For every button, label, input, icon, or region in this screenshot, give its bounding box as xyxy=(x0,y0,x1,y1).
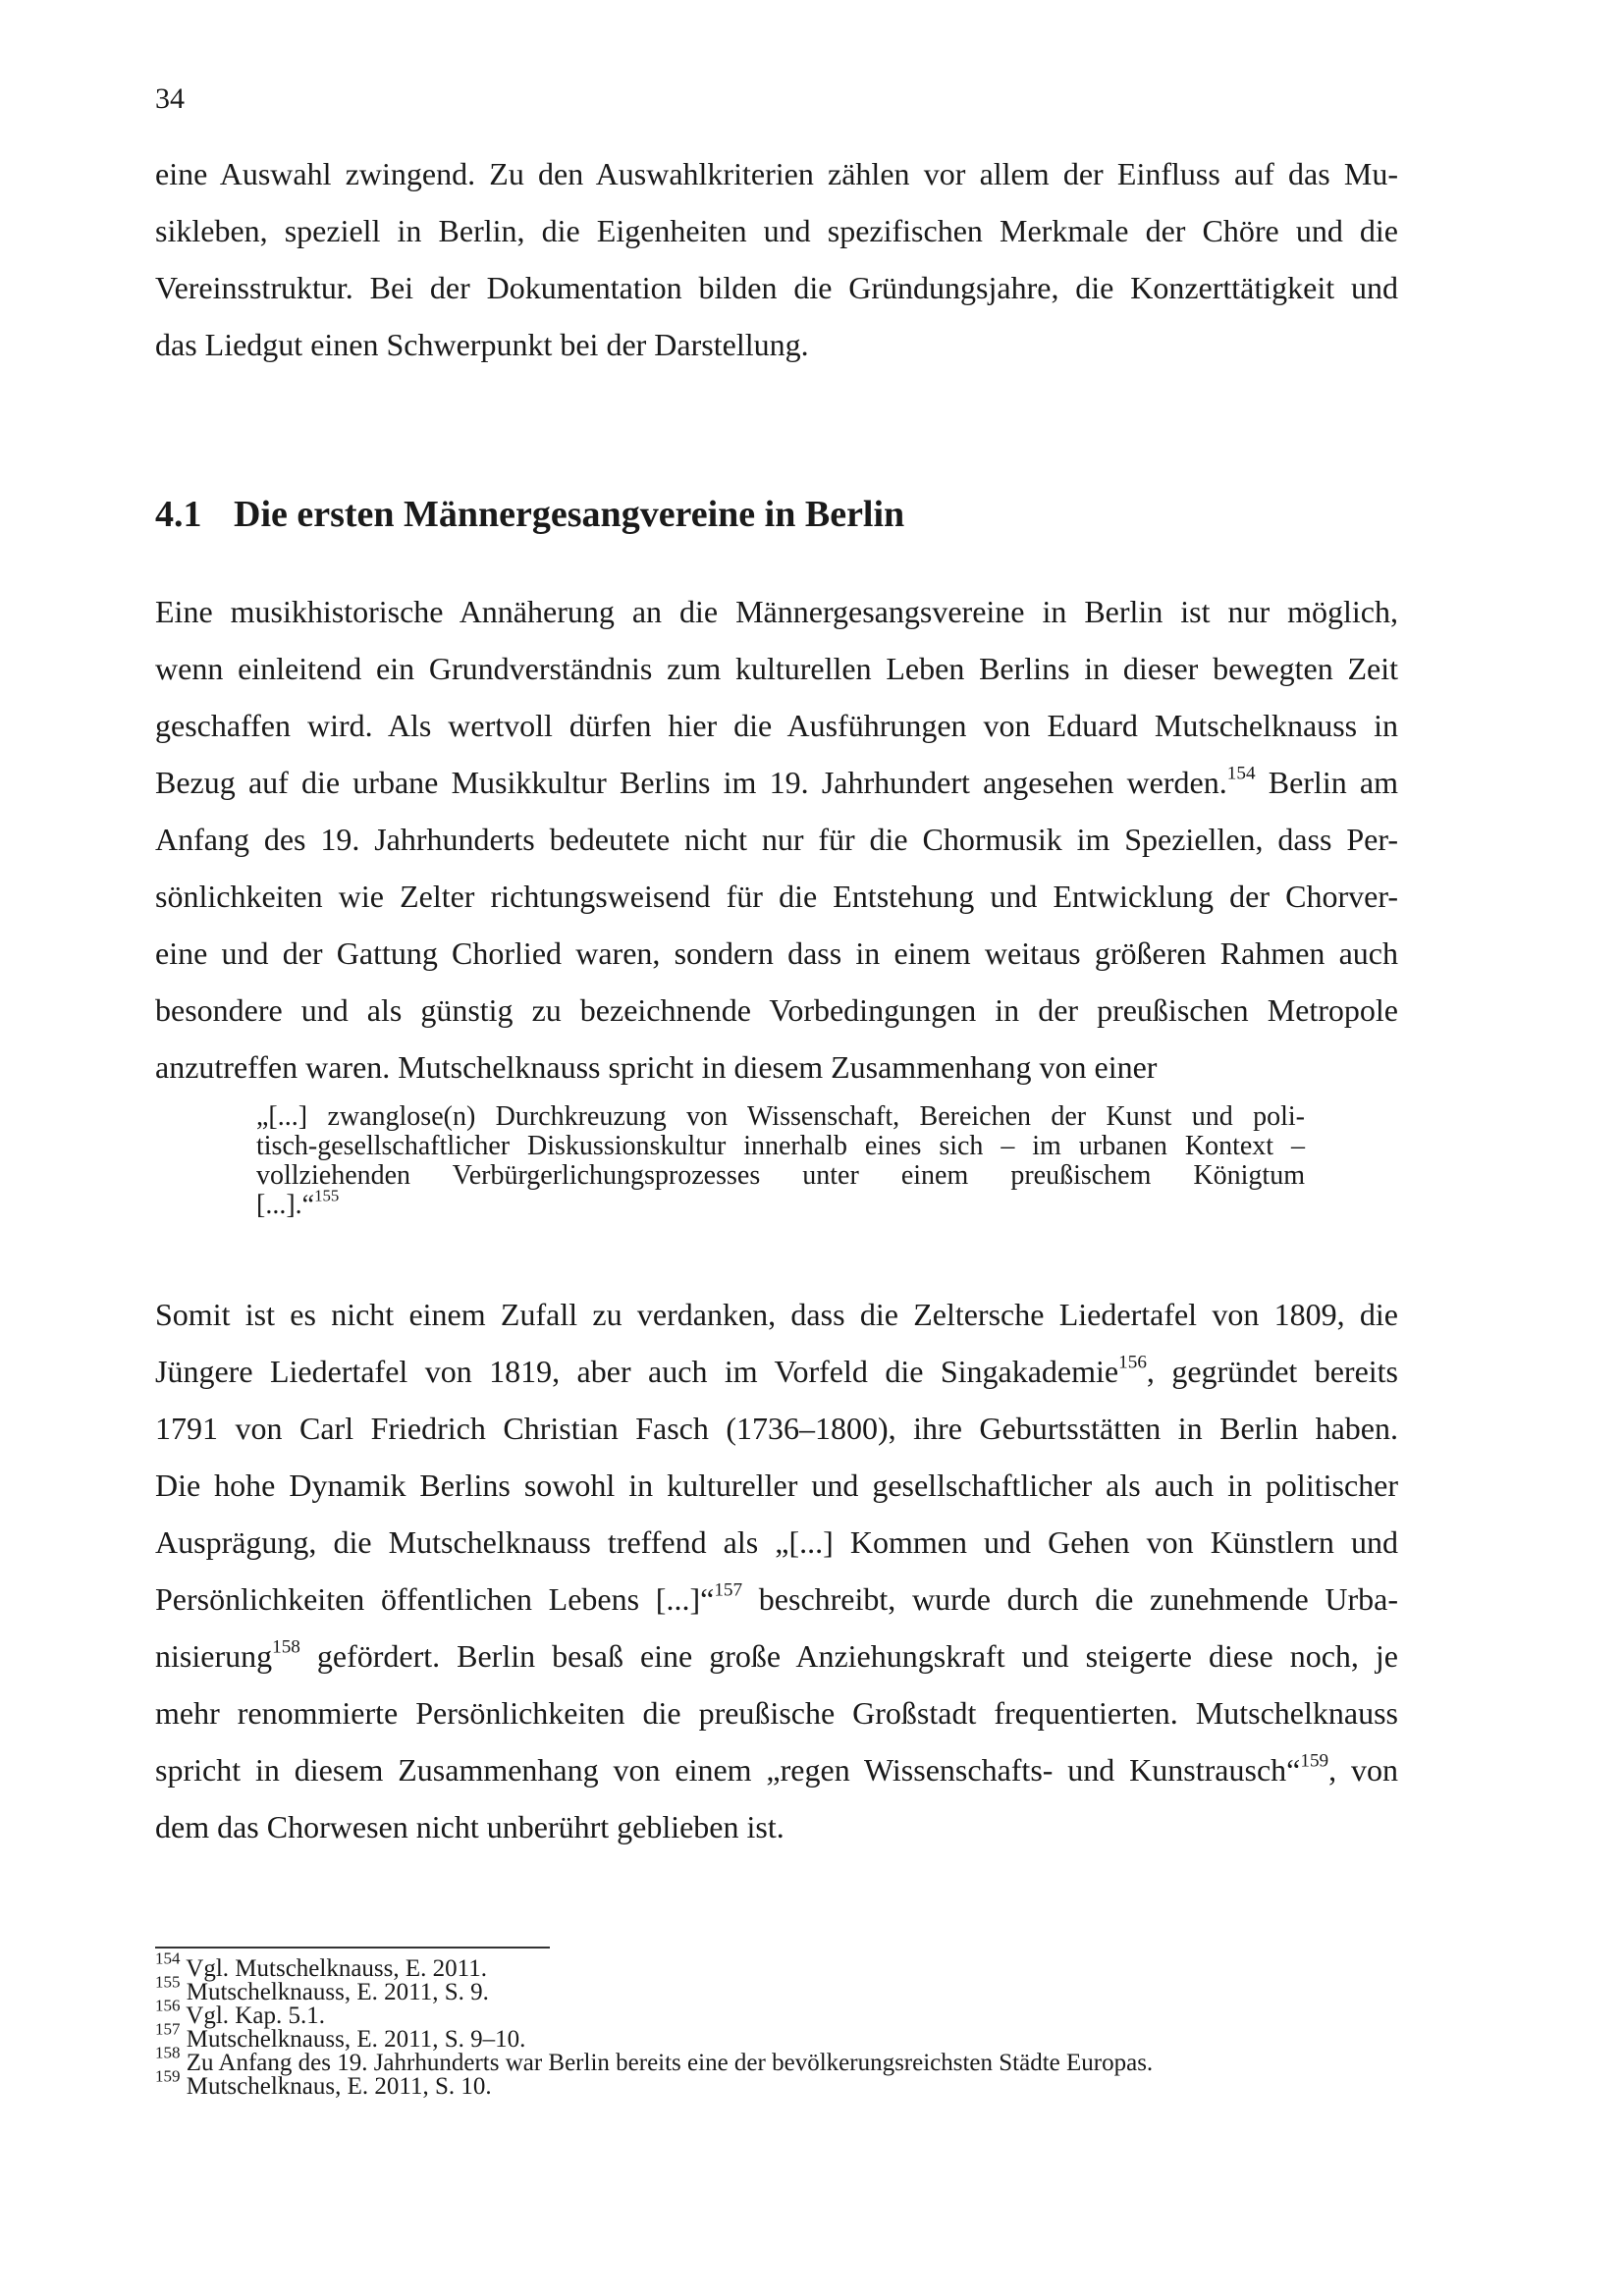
block-quote xyxy=(256,1102,1305,1220)
quote-line: vollziehenden Verbürgerlichungsprozesses unter einem preußischem Königtum xyxy=(256,1160,1305,1191)
text-line xyxy=(155,1343,1398,1400)
footnote-ref-155[interactable]: 155 xyxy=(314,1186,340,1205)
page-number: 34 xyxy=(155,82,185,115)
paragraph-zeltersche xyxy=(155,1286,1398,1855)
text-segment: nisierung xyxy=(155,1638,273,1674)
text-line: Eine musikhistorische Annäherung an die Männergesangsvereine in Berlin ist nur möglich, xyxy=(155,594,1398,629)
text-segment: [...].“ xyxy=(256,1190,315,1220)
footnote-text: Vgl. Kap. 5.1. xyxy=(180,2002,325,2029)
footnote-number: 159 xyxy=(155,2066,181,2086)
footnote-number: 158 xyxy=(155,2043,181,2062)
text-segment: gefördert. Berlin besaß eine große Anziehungskraft und steigerte diese noch, je xyxy=(299,1638,1398,1674)
quote-line xyxy=(256,1186,1305,1220)
footnote-text: Vgl. Mutschelknauss, E. 2011. xyxy=(180,1955,487,1982)
section-number: 4.1 xyxy=(155,494,202,535)
text-line xyxy=(155,754,1398,811)
text-line xyxy=(155,1571,1398,1628)
text-line: sönlichkeiten wie Zelter richtungsweisend für die Entstehung und Entwicklung der Chorver- xyxy=(155,879,1398,914)
text-segment: beschreibt, wurde durch die zunehmende Urba- xyxy=(742,1581,1399,1617)
footnote-159 xyxy=(155,2066,1153,2100)
text-segment: Bezug auf die urbane Musikkultur Berlins im 19. Jahrhundert angesehen werden. xyxy=(155,765,1227,800)
footnote-text: Mutschelknauss, E. 2011, S. 9. xyxy=(180,1979,489,2005)
text-segment: Persönlichkeiten öffentlichen Lebens [...]“ xyxy=(155,1581,715,1617)
quote-line: tisch-gesellschaftlicher Diskussionskultur innerhalb eines sich – im urbanen Kontext – xyxy=(256,1131,1305,1161)
text-line: Die hohe Dynamik Berlins sowohl in kultureller und gesellschaftlicher als auch in politischer xyxy=(155,1468,1398,1503)
footnote-text: Mutschelknaus, E. 2011, S. 10. xyxy=(180,2073,492,2100)
footnote-155 xyxy=(155,1972,1153,2005)
footnote-list xyxy=(155,1949,1154,2100)
text-segment: Berlin am xyxy=(1255,765,1399,800)
footnote-number: 156 xyxy=(155,1996,181,2015)
text-line: eine und der Gattung Chorlied waren, sondern dass in einem weitaus größeren Rahmen auch xyxy=(155,935,1398,971)
text-line: Anfang des 19. Jahrhunderts bedeutete nicht nur für die Chormusik im Speziellen, dass Per- xyxy=(155,822,1398,857)
text-segment: spricht in diesem Zusammenhang von einem „regen Wissenschafts- und Kunstrausch“ xyxy=(155,1752,1301,1788)
footnote-number: 157 xyxy=(155,2019,181,2039)
text-line: wenn einleitend ein Grundverständnis zum kulturellen Leben Berlins in dieser bewegten Zeit xyxy=(155,651,1398,686)
text-line: das Liedgut einen Schwerpunkt bei der Darstellung. xyxy=(155,327,809,362)
paragraph-berlin-culture xyxy=(155,583,1398,1095)
footnote-number: 154 xyxy=(155,1949,181,1968)
section-title: Die ersten Männergesangvereine in Berlin xyxy=(234,494,905,535)
quote-line: „[...] zwanglose(n) Durchkreuzung von Wissenschaft, Bereichen der Kunst und poli- xyxy=(256,1101,1305,1132)
section-heading xyxy=(155,493,904,536)
text-line: Ausprägung, die Mutschelknauss treffend als „[...] Kommen und Gehen von Künstlern und xyxy=(155,1524,1398,1560)
text-line: anzutreffen waren. Mutschelknauss spricht in diesem Zusammenhang von einer xyxy=(155,1049,1158,1085)
text-line: mehr renommierte Persönlichkeiten die preußische Großstadt frequentierten. Mutschelknauss xyxy=(155,1695,1398,1731)
footnote-text: Zu Anfang des 19. Jahrhunderts war Berlin bereits eine der bevölkerungsreichsten Städte Europas. xyxy=(180,2050,1154,2076)
footnote-ref-158[interactable]: 158 xyxy=(272,1636,300,1658)
footnote-ref-159[interactable]: 159 xyxy=(1300,1750,1329,1772)
footnote-ref-154[interactable]: 154 xyxy=(1226,763,1256,784)
footnote-text: Mutschelknauss, E. 2011, S. 9–10. xyxy=(180,2026,526,2053)
text-segment: , von xyxy=(1328,1752,1399,1788)
text-line: Somit ist es nicht einem Zufall zu verdanken, dass die Zeltersche Liedertafel von 1809, die xyxy=(155,1297,1398,1332)
text-segment: Jüngere Liedertafel von 1819, aber auch im Vorfeld die Singakademie xyxy=(155,1354,1119,1389)
footnote-number: 155 xyxy=(155,1972,181,1992)
text-line: geschaffen wird. Als wertvoll dürfen hier die Ausführungen von Eduard Mutschelknauss in xyxy=(155,708,1398,743)
text-line: sikleben, speziell in Berlin, die Eigenheiten und spezifischen Merkmale der Chöre und die xyxy=(155,213,1398,248)
text-line xyxy=(155,1628,1398,1684)
text-line: eine Auswahl zwingend. Zu den Auswahlkriterien zählen vor allem der Einfluss auf das Mu- xyxy=(155,156,1398,191)
footnote-ref-157[interactable]: 157 xyxy=(714,1579,743,1601)
text-line: dem das Chorwesen nicht unberührt geblieben ist. xyxy=(155,1809,784,1844)
text-segment: , gegründet bereits xyxy=(1146,1354,1399,1389)
text-line xyxy=(155,1741,1398,1798)
footnote-divider xyxy=(155,1947,550,1949)
text-line: Vereinsstruktur. Bei der Dokumentation bilden die Gründungsjahre, die Konzerttätigkeit und xyxy=(155,270,1398,305)
footnote-ref-156[interactable]: 156 xyxy=(1118,1352,1147,1373)
paragraph-intro xyxy=(155,145,1398,373)
text-line: 1791 von Carl Friedrich Christian Fasch (1736–1800), ihre Geburtsstätten in Berlin haben. xyxy=(155,1411,1398,1446)
text-line: besondere und als günstig zu bezeichnende Vorbedingungen in der preußischen Metropole xyxy=(155,992,1398,1028)
